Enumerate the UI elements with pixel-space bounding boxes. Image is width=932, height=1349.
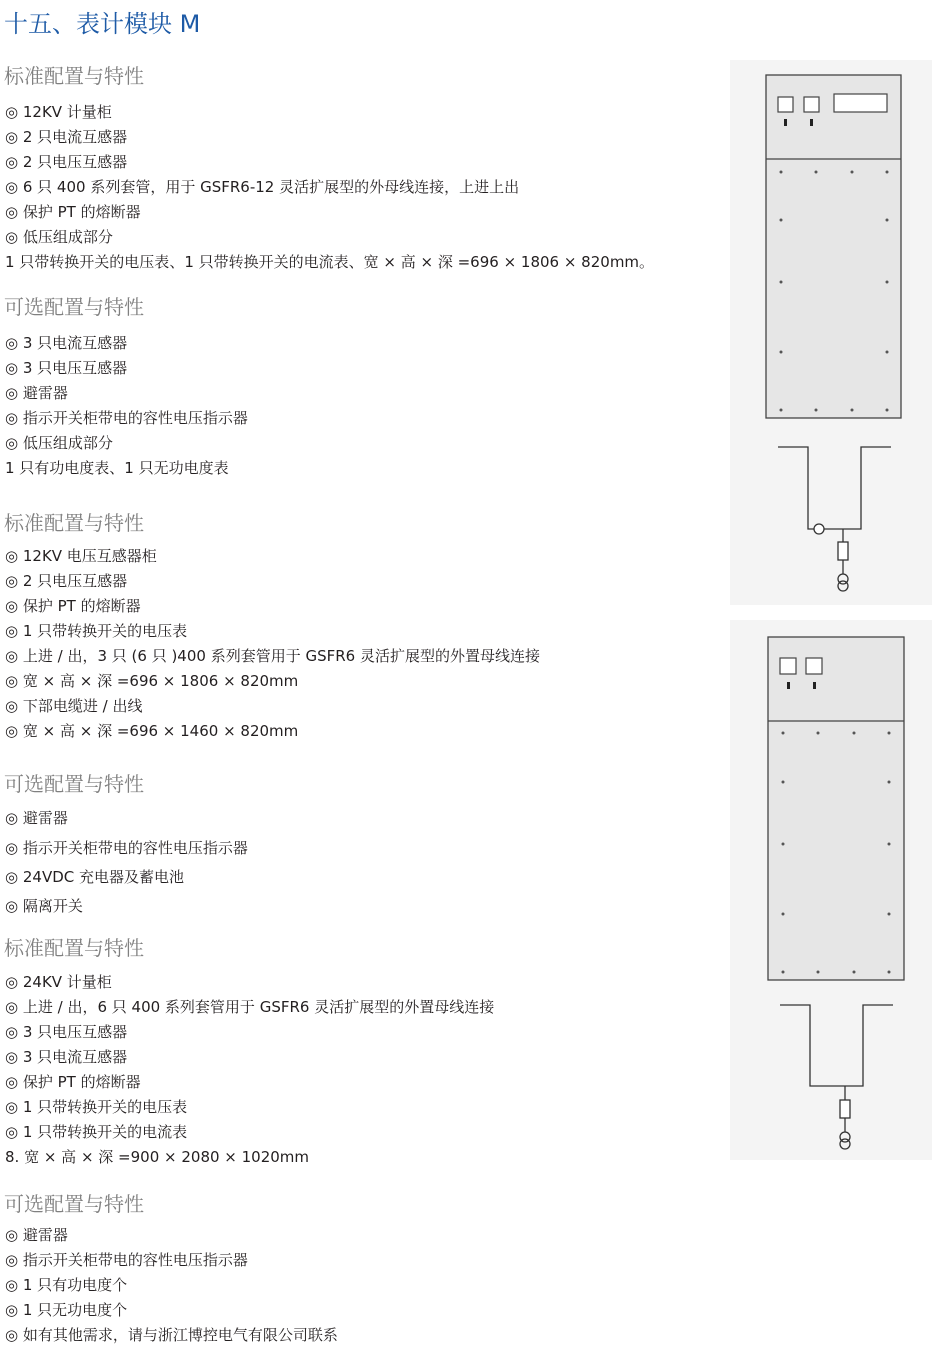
section-3-line-1: ◎ 12KV 电压互感器柜	[5, 547, 157, 565]
section-1-line-5: ◎ 保护 PT 的熔断器	[5, 203, 141, 221]
section-4-header: 可选配置与特性	[4, 772, 144, 796]
section-2-line-6: 1 只有功电度表、1 只无功电度表	[5, 459, 229, 477]
meter-1	[778, 97, 793, 112]
section-5-line-6: ◎ 1 只带转换开关的电压表	[5, 1098, 188, 1116]
cabinet-2-illustration	[730, 620, 932, 1160]
section-2-line-5: ◎ 低压组成部分	[5, 434, 113, 452]
section-5-line-3: ◎ 3 只电压互感器	[5, 1023, 128, 1041]
section-1-line-6: ◎ 低压组成部分	[5, 228, 113, 246]
section-4-line-3: ◎ 24VDC 充电器及蓄电池	[5, 868, 184, 886]
section-1-line-2: ◎ 2 只电流互感器	[5, 128, 128, 146]
section-6-line-1: ◎ 避雷器	[5, 1226, 68, 1244]
cabinet-1-body	[766, 75, 901, 418]
section-2-line-4: ◎ 指示开关柜带电的容性电压指示器	[5, 409, 248, 427]
section-3-header: 标准配置与特性	[4, 511, 144, 535]
section-6-line-4: ◎ 1 只无功电度个	[5, 1301, 128, 1319]
section-5-header: 标准配置与特性	[4, 936, 144, 960]
section-6-header: 可选配置与特性	[4, 1192, 144, 1216]
section-5-line-8: 8. 宽 × 高 × 深 =900 × 2080 × 1020mm	[5, 1148, 310, 1166]
section-5-line-5: ◎ 保护 PT 的熔断器	[5, 1073, 141, 1091]
section-2-line-1: ◎ 3 只电流互感器	[5, 334, 128, 352]
section-3-line-4: ◎ 1 只带转换开关的电压表	[5, 622, 188, 640]
display-panel	[834, 94, 887, 112]
section-5-line-2: ◎ 上进 / 出，6 只 400 系列套管用于 GSFR6 灵活扩展型的外置母线连接	[5, 998, 495, 1016]
section-6-line-2: ◎ 指示开关柜带电的容性电压指示器	[5, 1251, 248, 1269]
page-title: 十五、表计模块 M	[4, 10, 201, 38]
meter-3	[780, 658, 796, 674]
section-1-line-4: ◎ 6 只 400 系列套管，用于 GSFR6-12 灵活扩展型的外母线连接，上进上出	[5, 178, 520, 196]
section-3-line-5: ◎ 上进 / 出，3 只 (6 只 )400 系列套管用于 GSFR6 灵活扩展型的外置母线连接	[5, 647, 540, 665]
section-3-line-6: ◎ 宽 × 高 × 深 =696 × 1806 × 820mm	[5, 672, 299, 690]
section-2-line-3: ◎ 避雷器	[5, 384, 68, 402]
section-5-line-4: ◎ 3 只电流互感器	[5, 1048, 128, 1066]
section-4-line-2: ◎ 指示开关柜带电的容性电压指示器	[5, 839, 248, 857]
section-4-line-1: ◎ 避雷器	[5, 809, 68, 827]
section-5-line-1: ◎ 24KV 计量柜	[5, 973, 112, 991]
section-1-line-7: 1 只带转换开关的电压表、1 只带转换开关的电流表、宽 × 高 × 深 =696 × 1806 × 820mm。	[5, 253, 655, 271]
section-5-line-7: ◎ 1 只带转换开关的电流表	[5, 1123, 188, 1141]
section-3-line-2: ◎ 2 只电压互感器	[5, 572, 128, 590]
section-1-header: 标准配置与特性	[4, 64, 144, 88]
section-2-line-2: ◎ 3 只电压互感器	[5, 359, 128, 377]
meter-2	[804, 97, 819, 112]
section-3-line-8: ◎ 宽 × 高 × 深 =696 × 1460 × 820mm	[5, 722, 299, 740]
section-1-line-3: ◎ 2 只电压互感器	[5, 153, 128, 171]
meter-4	[806, 658, 822, 674]
cabinet-1-illustration	[730, 60, 932, 605]
section-1-line-1: ◎ 12KV 计量柜	[5, 103, 112, 121]
section-6-line-3: ◎ 1 只有功电度个	[5, 1276, 128, 1294]
section-3-line-7: ◎ 下部电缆进 / 出线	[5, 697, 143, 715]
section-3-line-3: ◎ 保护 PT 的熔断器	[5, 597, 141, 615]
section-4-line-4: ◎ 隔离开关	[5, 897, 83, 915]
section-6-line-5: ◎ 如有其他需求，请与浙江博控电气有限公司联系	[5, 1326, 338, 1344]
section-2-header: 可选配置与特性	[4, 295, 144, 319]
